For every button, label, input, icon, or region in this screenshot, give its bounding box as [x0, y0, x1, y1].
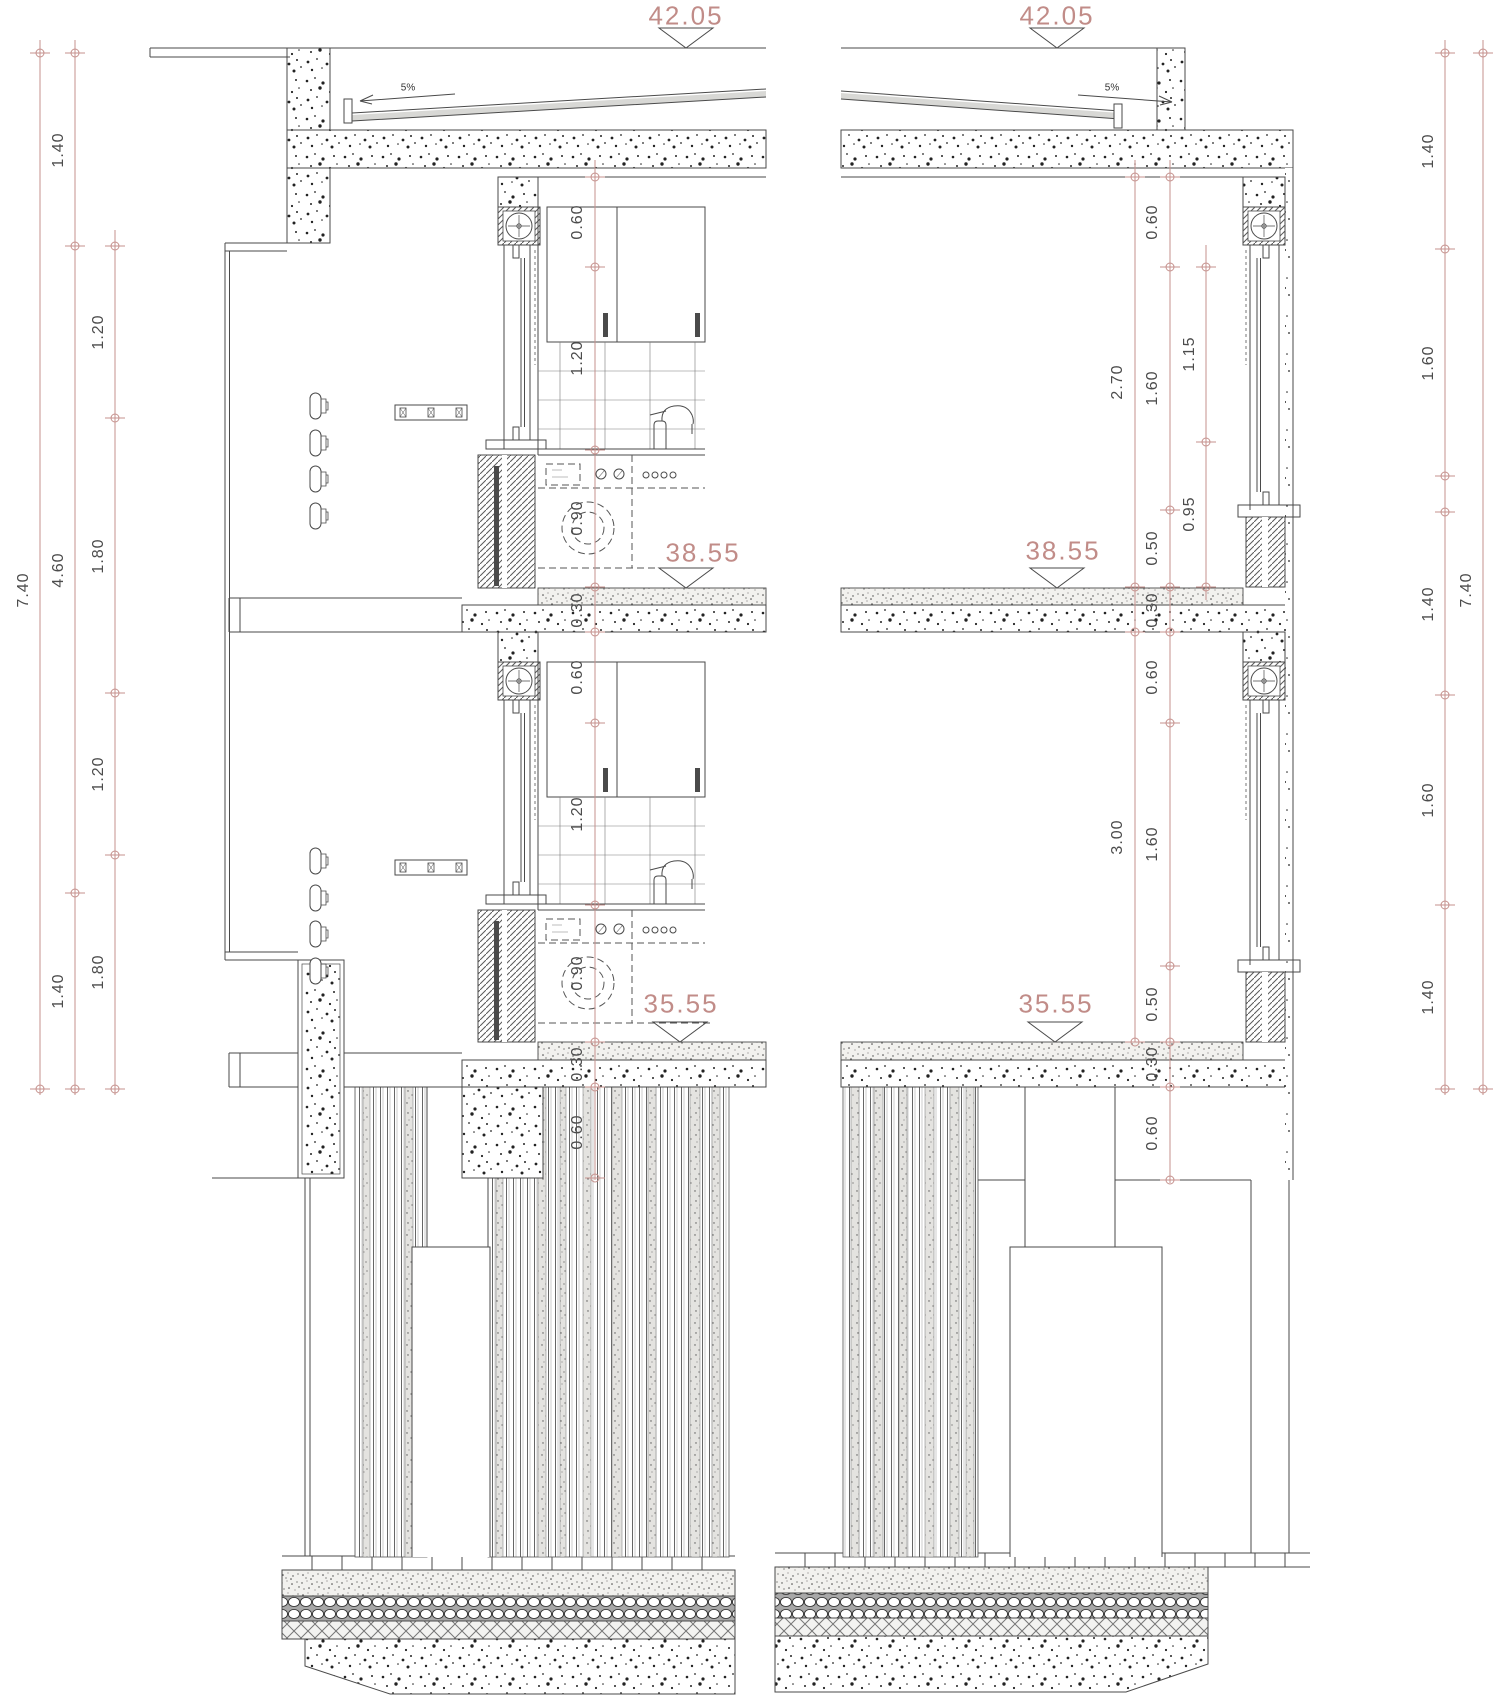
dim-label: 0.60: [1144, 659, 1161, 695]
left-window-lower: [478, 632, 546, 1042]
slope-label: 5%: [400, 82, 416, 94]
dim-label: 1.40: [50, 132, 67, 168]
countertop: [538, 449, 705, 455]
dim-label: 0.30: [1144, 592, 1161, 628]
elevation-label: 42.05: [648, 0, 724, 31]
ground-layers-right: [775, 1553, 1310, 1692]
parapet-below-window: [1246, 972, 1285, 1042]
parapet-below-window: [1246, 517, 1285, 587]
faucet-icon: [650, 406, 693, 449]
dim-label: 0.30: [569, 592, 586, 628]
dim-label: 0.90: [569, 500, 586, 536]
dim-label: 1.15: [1181, 336, 1198, 372]
ground-layers-left: [282, 1556, 735, 1694]
dim-label: 1.20: [90, 314, 107, 350]
dim-label: 1.40: [1420, 133, 1437, 169]
kitchen-upper: [538, 207, 713, 568]
dim-label: 3.00: [1109, 819, 1126, 855]
dim-label: 0.60: [569, 204, 586, 240]
dim-label: 0.60: [569, 1114, 586, 1150]
dim-label: 0.60: [1144, 204, 1161, 240]
dim-label: 1.40: [50, 973, 67, 1009]
cabinet-handle: [603, 768, 608, 792]
slope-label: 5%: [1104, 82, 1120, 94]
dim-label: 1.80: [90, 538, 107, 574]
louver-blades-upper-icon: [310, 393, 467, 529]
dim-label: 1.20: [569, 340, 586, 376]
cabinet-handle: [695, 313, 700, 337]
dim-label: 1.20: [90, 756, 107, 792]
dim-label: 0.30: [1144, 1046, 1161, 1082]
burner-knobs-icon: [596, 924, 676, 934]
dim-label: 0.30: [569, 1046, 586, 1082]
parapet-below-window: [478, 455, 535, 588]
elevation-label: 38.55: [1025, 535, 1101, 566]
dim-label: 0.60: [1144, 1115, 1161, 1151]
dim-label: 0.50: [1144, 530, 1161, 566]
balcony-slabs-left: [229, 598, 462, 1087]
dim-label: 1.20: [569, 796, 586, 832]
dim-label: 0.50: [1144, 986, 1161, 1022]
plinth-cladding-right: [843, 1087, 1289, 1557]
dim-label: 1.60: [1420, 782, 1437, 818]
dim-label: 0.95: [1181, 496, 1198, 532]
elevation-label: 35.55: [643, 988, 719, 1019]
roller-shutter-box-icon: [1243, 207, 1285, 245]
roller-shutter-box-icon: [1243, 662, 1285, 700]
roller-shutter-box-icon: [498, 662, 540, 700]
dim-label: 1.40: [1420, 979, 1437, 1015]
cabinet-handle: [695, 768, 700, 792]
elevation-label: 35.55: [1018, 988, 1094, 1019]
dim-label: 1.60: [1144, 370, 1161, 406]
roller-shutter-box-icon: [498, 207, 540, 245]
dim-label: 7.40: [15, 572, 32, 608]
oven-icon: [546, 464, 580, 485]
level-marker-icons: [653, 28, 1084, 1042]
dim-label: 7.40: [1458, 572, 1475, 608]
dim-label: 1.60: [1144, 826, 1161, 862]
left-window-upper: [478, 177, 546, 588]
tile-grid: [538, 342, 705, 449]
elevation-label: 42.05: [1019, 0, 1095, 31]
tile-grid: [538, 797, 705, 904]
dim-label: 2.70: [1109, 364, 1126, 400]
elevation-label: 38.55: [665, 537, 741, 568]
oven-icon: [546, 919, 580, 940]
roof-left: [150, 48, 766, 177]
cabinet-handle: [603, 313, 608, 337]
dim-label: 1.60: [1420, 345, 1437, 381]
dim-label: 0.90: [569, 955, 586, 991]
dim-label: 1.80: [90, 954, 107, 990]
dim-label: 0.60: [569, 659, 586, 695]
countertop: [538, 904, 705, 910]
kitchen-lower: [538, 662, 713, 1023]
parapet-below-window: [478, 910, 535, 1042]
slope-arrow-left-icon: [360, 94, 455, 104]
dim-label: 1.40: [1420, 586, 1437, 622]
roof-right: [841, 48, 1293, 177]
faucet-icon: [650, 861, 693, 904]
dim-label: 4.60: [50, 552, 67, 588]
burner-knobs-icon: [596, 469, 676, 479]
